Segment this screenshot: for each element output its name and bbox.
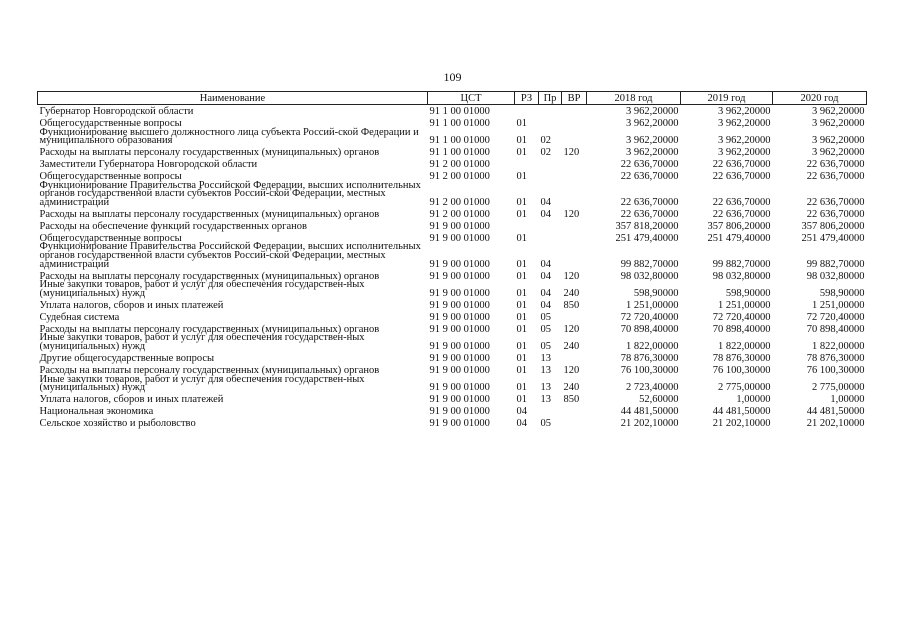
table-header xyxy=(38,92,867,105)
cell-name: Функционирование высшего должностного лица субъекта Россий-ской Федерации и муниципального образования xyxy=(39,126,419,147)
cell-pr xyxy=(539,105,562,117)
cell-name: Расходы на обеспечение функций государственных органов xyxy=(39,220,307,232)
cell-vr xyxy=(562,105,587,117)
cell-y2018: 3 962,20000 xyxy=(626,135,679,147)
table-row xyxy=(38,281,867,298)
cell-pr: 04 xyxy=(540,258,551,270)
cell-y2020: 3 962,20000 xyxy=(812,117,865,129)
cell-y2018: 3 962,20000 xyxy=(626,147,679,159)
cell-cst: 91 9 00 01000 xyxy=(429,270,490,282)
cell-name: Сельское хозяйство и рыболовство xyxy=(39,418,196,430)
cell-y2018: 22 636,70000 xyxy=(620,208,679,220)
cell-rz: 01 xyxy=(516,311,527,323)
cell-y2019: 251 479,40000 xyxy=(707,232,771,244)
table-row xyxy=(38,158,867,170)
cell-pr: 05 xyxy=(540,418,551,430)
cell-y2020: 99 882,70000 xyxy=(806,258,865,270)
cell-rz: 01 xyxy=(516,135,527,147)
cell-y2019: 22 636,70000 xyxy=(712,208,771,220)
cell-rz: 04 xyxy=(516,418,527,430)
cell-pr: 04 xyxy=(540,208,551,220)
table-row xyxy=(38,243,867,269)
cell-y2018: 1 251,00000 xyxy=(626,299,679,311)
cell-y2019: 1,00000 xyxy=(736,394,771,406)
cell-cst: 91 1 00 01000 xyxy=(429,105,490,117)
cell-vr: 240 xyxy=(563,287,580,299)
cell-cst: 91 1 00 01000 xyxy=(429,117,490,129)
cell-cst: 91 9 00 01000 xyxy=(429,341,490,353)
cell-name: Расходы на выплаты персоналу государственных (муниципальных) органов xyxy=(39,270,380,282)
cell-rz: 01 xyxy=(516,258,527,270)
cell-rz: 01 xyxy=(516,287,527,299)
cell-rz: 04 xyxy=(516,406,527,418)
table-row xyxy=(38,405,867,417)
cell-rz: 01 xyxy=(516,323,527,335)
cell-pr: 13 xyxy=(540,394,551,406)
table-row xyxy=(38,129,867,146)
cell-y2020: 76 100,30000 xyxy=(806,365,865,377)
cell-y2020: 21 202,10000 xyxy=(806,418,865,430)
cell-vr xyxy=(562,417,587,429)
cell-name: Уплата налогов, сборов и иных платежей xyxy=(39,299,224,311)
cell-name: Общегосударственные вопросы xyxy=(39,171,182,183)
cell-cst: 91 9 00 01000 xyxy=(429,323,490,335)
cell-pr: 02 xyxy=(540,135,551,147)
cell-name: Расходы на выплаты персоналу государственных (муниципальных) органов xyxy=(39,208,380,220)
cell-cst: 91 2 00 01000 xyxy=(429,159,490,171)
header-2020: 2020 год xyxy=(773,92,867,105)
cell-pr: 13 xyxy=(540,365,551,377)
cell-vr xyxy=(562,219,587,231)
cell-cst: 91 9 00 01000 xyxy=(429,287,490,299)
table-row xyxy=(38,417,867,429)
cell-y2019: 22 636,70000 xyxy=(712,196,771,208)
cell-vr xyxy=(562,170,587,182)
cell-name: Уплата налогов, сборов и иных платежей xyxy=(39,394,224,406)
cell-y2019: 99 882,70000 xyxy=(712,258,771,270)
cell-rz: 01 xyxy=(516,232,527,244)
cell-y2019: 3 962,20000 xyxy=(718,147,771,159)
cell-y2020: 78 876,30000 xyxy=(806,353,865,365)
cell-vr: 850 xyxy=(563,394,580,406)
cell-cst: 91 2 00 01000 xyxy=(429,208,490,220)
cell-pr xyxy=(539,231,562,243)
cell-y2018: 44 481,50000 xyxy=(620,406,679,418)
cell-rz xyxy=(515,219,539,231)
header-2019: 2019 год xyxy=(681,92,773,105)
table-row xyxy=(38,334,867,351)
cell-cst: 91 9 00 01000 xyxy=(429,258,490,270)
cell-y2018: 3 962,20000 xyxy=(626,117,679,129)
cell-y2018: 3 962,20000 xyxy=(626,105,679,117)
table-row xyxy=(38,310,867,322)
cell-cst: 91 9 00 01000 xyxy=(429,220,490,232)
cell-name: Иные закупки товаров, работ и услуг для обеспечения государствен-ных (муниципальных) нужд xyxy=(39,373,365,394)
table-row xyxy=(38,105,867,117)
cell-vr: 120 xyxy=(563,323,580,335)
cell-cst: 91 9 00 01000 xyxy=(429,406,490,418)
cell-vr: 120 xyxy=(563,147,580,159)
cell-y2019: 357 806,20000 xyxy=(707,220,771,232)
cell-y2020: 1 251,00000 xyxy=(812,299,865,311)
cell-y2020: 1,00000 xyxy=(830,394,865,406)
budget-table xyxy=(37,91,867,429)
cell-pr: 04 xyxy=(540,287,551,299)
cell-y2020: 72 720,40000 xyxy=(806,311,865,323)
cell-y2019: 22 636,70000 xyxy=(712,171,771,183)
cell-pr xyxy=(539,219,562,231)
cell-vr xyxy=(562,117,587,129)
cell-vr xyxy=(562,182,587,208)
cell-rz: 01 xyxy=(516,299,527,311)
table-row xyxy=(38,207,867,219)
cell-y2019: 3 962,20000 xyxy=(718,105,771,117)
cell-pr: 04 xyxy=(540,270,551,282)
cell-rz: 01 xyxy=(516,382,527,394)
cell-cst: 91 9 00 01000 xyxy=(429,232,490,244)
cell-y2019: 76 100,30000 xyxy=(712,365,771,377)
cell-pr xyxy=(539,117,562,129)
cell-y2019: 72 720,40000 xyxy=(712,311,771,323)
cell-rz: 01 xyxy=(516,208,527,220)
header-name: Наименование xyxy=(38,92,428,105)
cell-pr: 02 xyxy=(540,147,551,159)
cell-y2020: 357 806,20000 xyxy=(801,220,865,232)
cell-vr: 240 xyxy=(563,341,580,353)
table-row xyxy=(38,393,867,405)
cell-y2020: 3 962,20000 xyxy=(812,135,865,147)
cell-rz: 01 xyxy=(516,270,527,282)
cell-cst: 91 9 00 01000 xyxy=(429,394,490,406)
cell-y2020: 2 775,00000 xyxy=(812,382,865,394)
cell-y2019: 78 876,30000 xyxy=(712,353,771,365)
cell-y2018: 598,90000 xyxy=(633,287,679,299)
cell-y2018: 22 636,70000 xyxy=(620,196,679,208)
cell-y2018: 22 636,70000 xyxy=(620,159,679,171)
cell-vr xyxy=(562,243,587,269)
cell-rz: 01 xyxy=(516,353,527,365)
cell-pr: 13 xyxy=(540,382,551,394)
cell-y2019: 1 251,00000 xyxy=(718,299,771,311)
cell-vr xyxy=(562,352,587,364)
cell-y2018: 72 720,40000 xyxy=(620,311,679,323)
table-row xyxy=(38,376,867,393)
cell-y2018: 357 818,20000 xyxy=(615,220,679,232)
cell-name: Общегосударственные вопросы xyxy=(39,117,182,129)
cell-rz: 01 xyxy=(516,117,527,129)
cell-name: Расходы на выплаты персоналу государственных (муниципальных) органов xyxy=(39,323,380,335)
cell-y2019: 21 202,10000 xyxy=(712,418,771,430)
cell-cst: 91 1 00 01000 xyxy=(429,147,490,159)
cell-y2020: 98 032,80000 xyxy=(806,270,865,282)
header-2018: 2018 год xyxy=(587,92,681,105)
cell-pr xyxy=(539,158,562,170)
cell-y2018: 52,60000 xyxy=(639,394,679,406)
cell-vr xyxy=(562,310,587,322)
header-cst: ЦСТ xyxy=(428,92,515,105)
cell-y2020: 598,90000 xyxy=(819,287,865,299)
cell-pr: 13 xyxy=(540,353,551,365)
cell-cst: 91 9 00 01000 xyxy=(429,311,490,323)
cell-rz xyxy=(515,105,539,117)
cell-vr: 120 xyxy=(563,270,580,282)
cell-y2020: 22 636,70000 xyxy=(806,208,865,220)
header-pr: Пр xyxy=(539,92,562,105)
cell-y2020: 22 636,70000 xyxy=(806,159,865,171)
cell-cst: 91 9 00 01000 xyxy=(429,365,490,377)
cell-name: Расходы на выплаты персоналу государственных (муниципальных) органов xyxy=(39,147,380,159)
cell-y2019: 98 032,80000 xyxy=(712,270,771,282)
cell-y2018: 21 202,10000 xyxy=(620,418,679,430)
cell-pr xyxy=(539,170,562,182)
cell-y2020: 70 898,40000 xyxy=(806,323,865,335)
cell-cst: 91 9 00 01000 xyxy=(429,418,490,430)
cell-pr: 05 xyxy=(540,341,551,353)
table-row xyxy=(38,182,867,208)
cell-y2019: 2 775,00000 xyxy=(718,382,771,394)
cell-cst: 91 9 00 01000 xyxy=(429,299,490,311)
cell-pr: 04 xyxy=(540,299,551,311)
cell-name: Иные закупки товаров, работ и услуг для обеспечения государствен-ных (муниципальных) нужд xyxy=(39,279,365,299)
cell-y2020: 1 822,00000 xyxy=(812,341,865,353)
cell-y2019: 3 962,20000 xyxy=(718,117,771,129)
cell-vr: 850 xyxy=(563,299,580,311)
cell-rz: 01 xyxy=(516,341,527,353)
cell-vr: 120 xyxy=(563,365,580,377)
cell-cst: 91 2 00 01000 xyxy=(429,196,490,208)
cell-y2018: 98 032,80000 xyxy=(620,270,679,282)
cell-vr: 120 xyxy=(563,208,580,220)
cell-y2020: 3 962,20000 xyxy=(812,147,865,159)
cell-cst: 91 1 00 01000 xyxy=(429,135,490,147)
cell-pr: 05 xyxy=(540,311,551,323)
page-number: 109 xyxy=(443,70,462,84)
cell-y2020: 44 481,50000 xyxy=(806,406,865,418)
cell-name: Иные закупки товаров, работ и услуг для обеспечения государствен-ных (муниципальных) нужд xyxy=(39,332,365,353)
cell-rz: 01 xyxy=(516,394,527,406)
cell-rz: 01 xyxy=(516,171,527,183)
cell-name: Другие общегосударственные вопросы xyxy=(39,353,215,365)
cell-y2018: 70 898,40000 xyxy=(620,323,679,335)
table-row xyxy=(38,352,867,364)
cell-cst: 91 9 00 01000 xyxy=(429,353,490,365)
cell-y2019: 22 636,70000 xyxy=(712,159,771,171)
cell-vr xyxy=(562,129,587,146)
header-vr: ВР xyxy=(562,92,587,105)
cell-y2020: 22 636,70000 xyxy=(806,196,865,208)
table-row xyxy=(38,298,867,310)
table-row xyxy=(38,146,867,158)
cell-cst: 91 9 00 01000 xyxy=(429,382,490,394)
cell-y2018: 76 100,30000 xyxy=(620,365,679,377)
cell-y2019: 70 898,40000 xyxy=(712,323,771,335)
cell-pr xyxy=(539,405,562,417)
header-rz: РЗ xyxy=(515,92,539,105)
cell-name: Национальная экономика xyxy=(39,406,154,418)
cell-name: Общегосударственные вопросы xyxy=(39,232,182,244)
cell-y2018: 2 723,40000 xyxy=(626,382,679,394)
cell-y2018: 99 882,70000 xyxy=(620,258,679,270)
cell-y2019: 3 962,20000 xyxy=(718,135,771,147)
cell-cst: 91 2 00 01000 xyxy=(429,171,490,183)
cell-pr: 04 xyxy=(540,196,551,208)
cell-vr xyxy=(562,231,587,243)
cell-name: Заместители Губернатора Новгородской области xyxy=(39,159,258,171)
cell-name: Расходы на выплаты персоналу государственных (муниципальных) органов xyxy=(39,365,380,377)
cell-rz: 01 xyxy=(516,196,527,208)
cell-vr: 240 xyxy=(563,382,580,394)
cell-rz: 01 xyxy=(516,365,527,377)
cell-rz xyxy=(515,158,539,170)
cell-name: Губернатор Новгородской области xyxy=(39,105,194,117)
cell-vr xyxy=(562,158,587,170)
cell-y2019: 1 822,00000 xyxy=(718,341,771,353)
cell-y2018: 251 479,40000 xyxy=(615,232,679,244)
table-body xyxy=(38,105,867,429)
cell-name: Функционирование Правительства Российской Федерации, высших исполнительных органов государственной власти субъектов Россий-ской Федерации, местных администраций xyxy=(39,179,421,208)
cell-rz: 01 xyxy=(516,147,527,159)
cell-y2019: 44 481,50000 xyxy=(712,406,771,418)
cell-name: Судебная система xyxy=(39,311,120,323)
table-row xyxy=(38,219,867,231)
cell-name: Функционирование Правительства Российской Федерации, высших исполнительных органов государственной власти субъектов Россий-ской Федерации, местных администраций xyxy=(39,241,421,270)
cell-pr: 05 xyxy=(540,323,551,335)
cell-vr xyxy=(562,405,587,417)
cell-y2018: 22 636,70000 xyxy=(620,171,679,183)
cell-y2018: 1 822,00000 xyxy=(626,341,679,353)
cell-y2020: 251 479,40000 xyxy=(801,232,865,244)
cell-y2018: 78 876,30000 xyxy=(620,353,679,365)
cell-y2020: 3 962,20000 xyxy=(812,105,865,117)
cell-y2020: 22 636,70000 xyxy=(806,171,865,183)
cell-y2019: 598,90000 xyxy=(725,287,771,299)
